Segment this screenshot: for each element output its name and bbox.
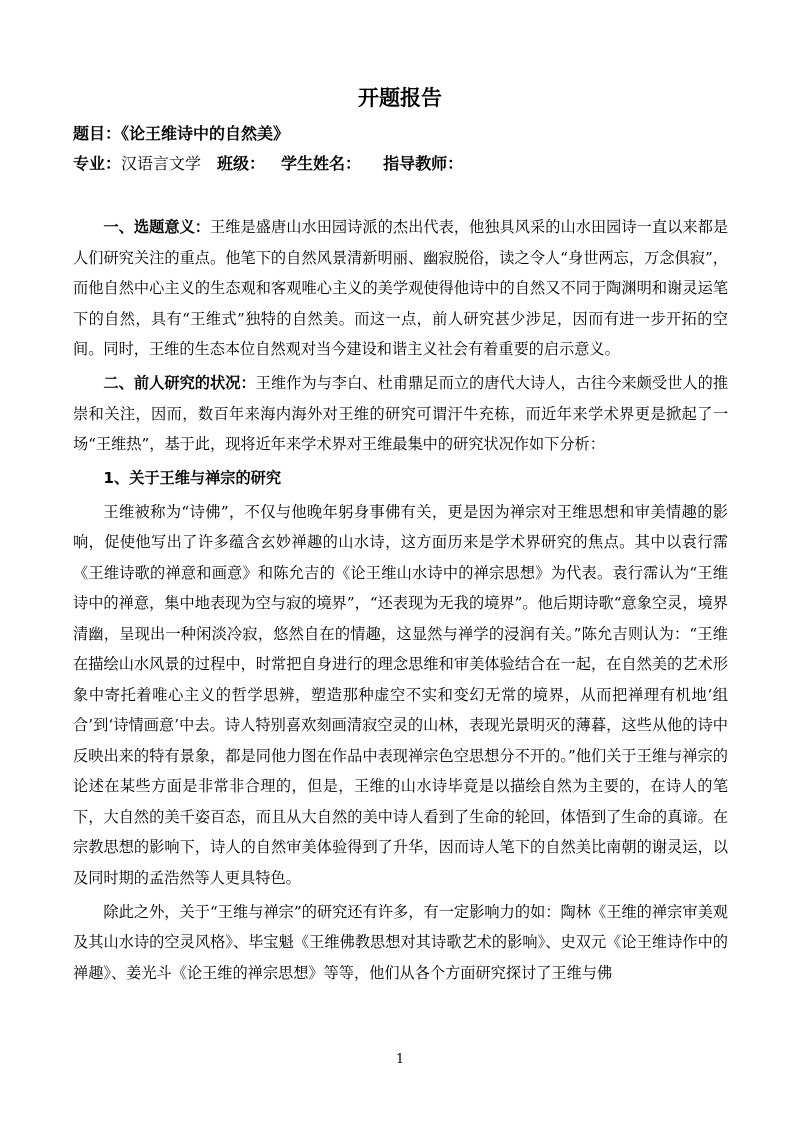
student-name-label: 学生姓名： xyxy=(281,154,362,173)
paragraph-text: 王维是盛唐山水田园诗派的杰出代表，他独具风采的山水田园诗一直以来都是人们研究关注的重点。他笔下的自然风景清新明丽、幽寂脱俗，读之令人“身世两忘，万念俱寂”，而他自然中心主义的生态观和客观唯心主义的美学观使得他诗中的自然又不同于陶渊明和谢灵运笔下的自然，具有“王维式”独特的自然美。而这一点，前人研究甚少涉足，因而有进一步开拓的空间。同时，王维的生态本位自然观对当今建设和谐主义社会有着重要的启示意义。 xyxy=(73,218,729,358)
section-significance xyxy=(73,212,728,365)
major-value: 汉语言文学 xyxy=(121,154,202,173)
page-number: 1 xyxy=(395,1052,405,1067)
topic-label: 题目： xyxy=(73,124,122,143)
subsection-heading xyxy=(73,463,728,494)
page-title: 开题报告 xyxy=(358,86,442,110)
section-heading: 二、前人研究的状况： xyxy=(103,374,256,392)
section-heading: 一、选题意义： xyxy=(103,218,211,236)
major-label: 专业： xyxy=(73,154,122,173)
topic-line xyxy=(73,122,289,146)
topic-value: 《论王维诗中的自然美》 xyxy=(121,124,290,143)
paragraph: 除此之外，关于“王维与禅宗”的研究还有许多，有一定影响力的如：陶林《王维的禅宗审美观及其山水诗的空灵风格》、毕宝魁《王维佛教思想对其诗歌艺术的影响》、史双元《论王维诗作中的禅趣》、姜光斗《论王维的禅宗思想》等等，他们从各个方面研究探讨了王维与佛 xyxy=(73,902,728,982)
section-prior-research xyxy=(73,368,728,460)
student-info-line xyxy=(73,152,463,176)
report-body xyxy=(73,212,728,992)
paragraph: 王维被称为“诗佛”，不仅与他晚年躬身事佛有关，更是因为禅宗对王维思想和审美情趣的影响，促使他写出了许多蕴含玄妙禅趣的山水诗，这方面历来是学术界研究的焦点。其中以袁行霈《王维诗歌的禅意和画意》和陈允吉的《论王维山水诗中的禅宗思想》为代表。袁行霈认为“王维诗中的禅意，集中地表现为空与寂的境界”，“还表现为无我的境界”。他后期诗歌“意象空灵，境界清幽，呈现出一种闲淡冷寂，悠然自在的情趣，这显然与禅学的浸润有关。”陈允吉则认为：“王维在描绘山水风景的过程中，时常把自身进行的理念思维和审美体验结合在一起，在自然美的艺术形象中寄托着唯心主义的哲学思辨，塑造那种虚空不实和变幻无常的境界，从而把禅理有机地‘组合’到‘诗情画意’中去。诗人特别喜欢刻画清寂空灵的山林，表现光景明灭的薄暮，这些从他的诗中反映出来的特有景象，都是同他力图在作品中表现禅宗色空思想分不开的。”他们关于王维与禅宗的论述在某些方面是非常非合理的，但是，王维的山水诗毕竟是以描绘自然为主要的，在诗人的笔下，大自然的美千姿百态，而且从大自然的美中诗人看到了生命的轮回，体悟到了生命的真谛。在宗教思想的影响下，诗人的自然审美体验得到了升华，因而诗人笔下的自然美比南朝的谢灵运，以及同时期的孟浩然等人更具特色。 xyxy=(73,502,728,887)
subsection-title: 1、关于王维与禅宗的研究 xyxy=(103,469,282,487)
paragraph-text: 王维作为与李白、杜甫鼎足而立的唐代大诗人，古往今来颇受世人的推崇和关注，因而，数百年来海内海外对王维的研究可谓汗牛充栋，而近年来学术界更是掀起了一场“王维热”，基于此，现将近年来学术界对王维最集中的研究状况作如下分析： xyxy=(73,374,729,453)
advisor-label: 指导教师： xyxy=(383,154,464,173)
class-label: 班级： xyxy=(217,154,266,173)
